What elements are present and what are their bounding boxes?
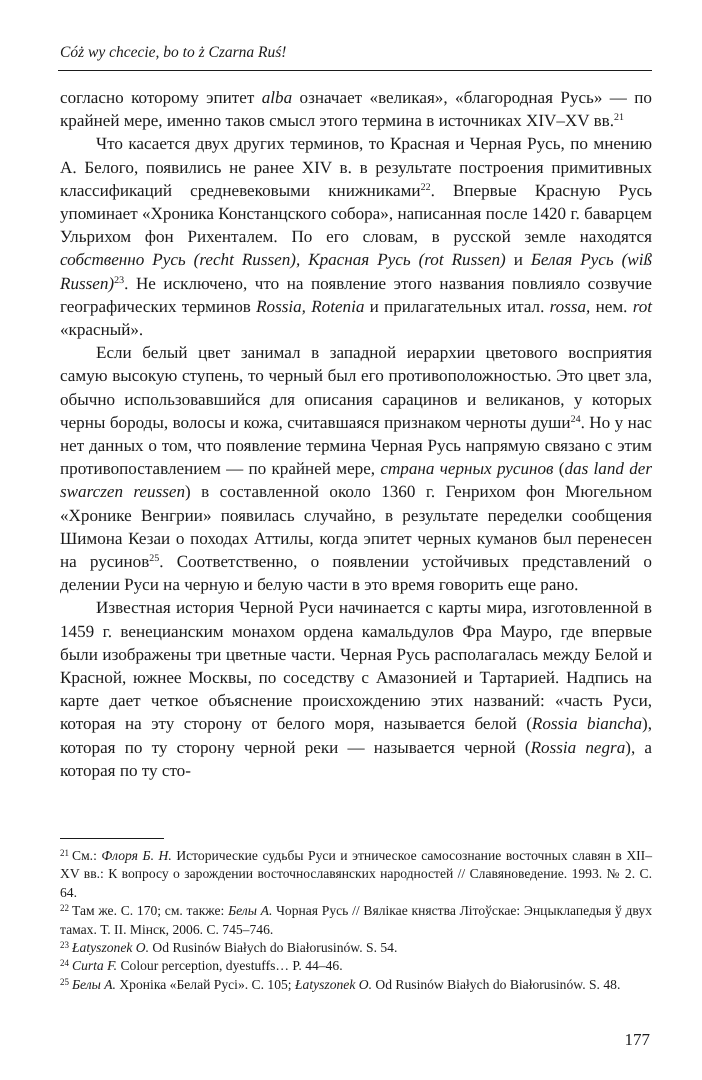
text-run: и <box>505 250 531 270</box>
footnote-number: 25 <box>60 976 69 987</box>
italic-text: Curta F. <box>72 958 118 974</box>
footnote-text <box>60 903 652 936</box>
italic-text: страна черных русинов <box>380 459 554 479</box>
italic-text: Белы А. <box>228 903 273 919</box>
footnote <box>60 902 652 939</box>
footnote-number: 21 <box>60 848 69 858</box>
italic-text: Łatyszonek O. <box>72 940 150 956</box>
footnote <box>60 847 652 902</box>
italic-text: Белы А. <box>72 976 116 992</box>
page-number: 177 <box>624 1030 650 1049</box>
text-run: . Не исключено, что на появление этого названия повлияло созвучие географических терминов <box>60 273 652 316</box>
paragraph <box>60 596 652 782</box>
italic-text: das land der swarczen reussen <box>60 459 652 502</box>
italic-text: Rossia biancha <box>531 714 643 734</box>
italic-text: Rossia, Rotenia <box>256 296 365 316</box>
text-run: Если белый цвет занимал в западной иерархии цветового восприятия самую высокую ступень, то черный был его противоположностью. Это цвет зла, обычно использовавшийся для описания сарацинов и великанов, у которых черны бороды, волосы и кожа, считавшаяся признаком черноты души <box>60 343 652 432</box>
italic-text: собственно Русь (recht Russen), Красная Русь (rot Russen) <box>60 250 506 270</box>
text-run: означает «великая», «благородная Русь» — по крайней мере, именно таков смысл этого термина в источниках XIV–XV вв. <box>60 88 652 131</box>
text-run: Od Rusinów Białych do Białorusinów. S. 48. <box>372 976 621 992</box>
footnote-text <box>72 977 620 992</box>
italic-text: Белая Русь (wiß Russen) <box>60 250 652 293</box>
footnote-reference: 21 <box>614 112 624 124</box>
running-head: Cóż wy chcecie, bo to ż Czarna Ruś! <box>60 44 287 61</box>
text-run: Colour perception, dyestuffs… P. 44–46. <box>117 958 343 974</box>
footnote-number: 22 <box>60 903 69 914</box>
footnote <box>60 957 652 975</box>
footnote-text <box>72 958 343 973</box>
footnote-text <box>60 848 652 900</box>
footnote-reference: 22 <box>420 181 431 193</box>
footnote-number: 23 <box>60 940 69 951</box>
footnote-rule <box>60 838 164 839</box>
text-run: нем. <box>590 296 633 316</box>
text-run: «красный». <box>60 320 144 340</box>
footnote-reference: 25 <box>149 553 160 565</box>
text-run: ( <box>553 459 565 479</box>
text-run: . Впервые Красную Русь упоминает «Хроника Констанцского собора», написанная после 1420 г. баварцем Ульрихом фон Рихенталем. По его словам, в русской земле находятся <box>60 180 652 247</box>
text-run: согласно которому эпитет <box>60 88 262 107</box>
text-run: Что касается двух других терминов, то Красная и Черная Русь, по мнению А. Белого, появились не ранее XIV в. в результате построения примитивных классификаций средневековыми книжниками <box>60 134 652 200</box>
text-run: Хроніка «Белай Русі». С. 105; <box>115 976 295 992</box>
text-run: и прилагательных итал. <box>364 296 550 316</box>
footnote-reference: 24 <box>570 413 581 425</box>
text-run: См.: <box>72 848 102 863</box>
italic-text: rot <box>632 296 653 316</box>
italic-text: Флоря Б. Н. <box>101 848 172 863</box>
header-rule <box>58 70 652 71</box>
paragraph <box>60 86 652 132</box>
footnotes <box>60 847 652 994</box>
italic-text: alba <box>261 88 293 107</box>
text-run: Известная история Черной Руси начинается с карты мира, изготовленной в 1459 г. венецианским монахом ордена камальдулов Фра Мауро, где впервые были изображены три цветные части. Черная Русь располагалась между Белой и Красной, южнее Москвы, по соседству с Амазонией и Тартарией. Надпись на карте дает четкое объяснение происхождению этих названий: «часть Руси, которая на эту сторону от белого моря, называется белой ( <box>60 598 652 734</box>
text-run: ), которая по ту сторону черной реки — называется черной ( <box>60 714 652 757</box>
italic-text: Łatyszonek O. <box>294 976 372 992</box>
text-run: ) в составленной около 1360 г. Генрихом фон Мюгельном «Хронике Венгрии» появилась случайно, в результате переделки сообщения Шимона Кезаи о походах Аттилы, когда эпитет черных куманов был перенесен на русинов <box>60 482 653 572</box>
paragraph <box>60 341 652 596</box>
italic-text: rossa, <box>549 296 591 316</box>
paragraph <box>60 132 652 341</box>
italic-text: Rossia negra <box>530 737 626 757</box>
text-run: . Соответственно, о появлении устойчивых представлений о делении Руси на черную и белую части в это время говорить еще рано. <box>60 552 652 595</box>
text-run: Там же. С. 170; см. также: <box>72 903 229 919</box>
text-run: Od Rusinów Białych do Białorusinów. S. 54. <box>149 940 398 956</box>
text-run: Исторические судьбы Руси и этническое самосознание восточных славян в XII–XV вв.: К вопросу о зарождении восточнославянских народностей // Славяноведение. 1993. № 2. С. 64. <box>60 848 652 900</box>
footnote <box>60 976 652 994</box>
footnote <box>60 939 652 957</box>
footnote-reference: 23 <box>114 274 125 286</box>
footnote-number: 24 <box>60 958 69 969</box>
text-run: . Но у нас нет данных о том, что появление термина Черная Русь напрямую связано с этим противопоставлением — по крайней мере, <box>60 412 653 479</box>
text-run: Чорная Русь // Вялікае княства Літоўскае: Энцыклапедыя ў двух тамах. Т. II. Мінск, 2006. С. 745–746. <box>60 903 652 937</box>
body-text <box>60 86 652 782</box>
text-run: ), а которая по ту сто- <box>60 737 652 780</box>
footnote-text <box>72 940 397 955</box>
